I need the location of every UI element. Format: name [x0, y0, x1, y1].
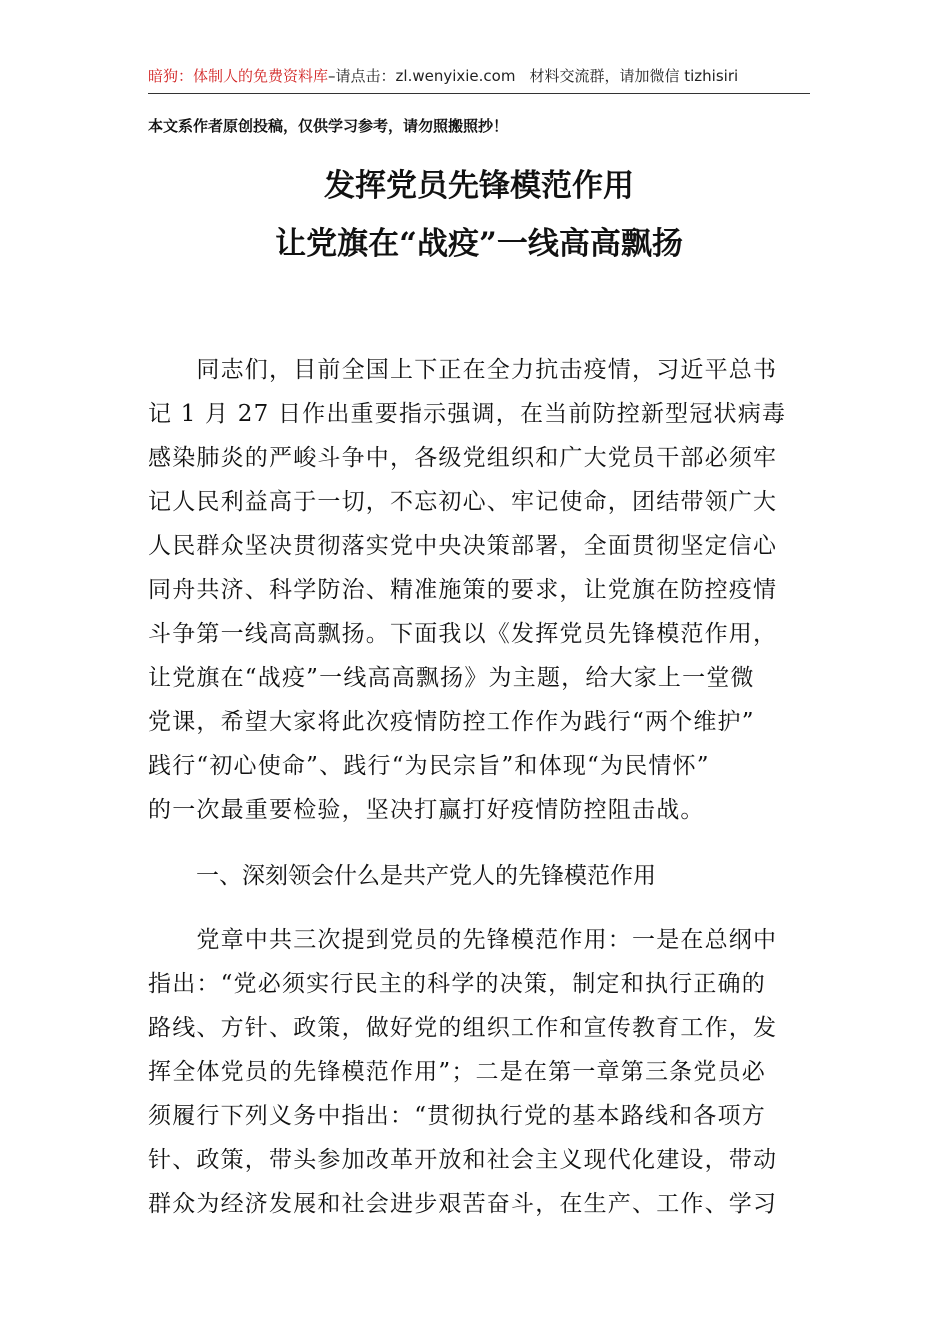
paragraph-line: 感染肺炎的严峻斗争中，各级党组织和广大党员干部必须牢	[148, 445, 778, 471]
paragraph-line: 挥全体党员的先锋模范作用”；二是在第一章第三条党员必	[148, 1059, 766, 1085]
paragraph-line: 让党旗在“战疫”一线高高飘扬》为主题，给大家上一堂微	[148, 665, 755, 691]
header-link-prefix: –请点击：	[328, 67, 396, 85]
document-title-line-2: 让党旗在“战疫”一线高高飘扬	[275, 226, 683, 262]
paragraph-line: 须履行下列义务中指出：“贯彻执行党的基本路线和各项方	[148, 1103, 766, 1129]
paragraph-line: 的一次最重要检验，坚决打赢打好疫情防控阻击战。	[148, 797, 705, 823]
paragraph-line: 针、政策，带头参加改革开放和社会主义现代化建设，带动	[148, 1147, 778, 1173]
paragraph-line: 党章中共三次提到党员的先锋模范作用：一是在总纲中	[148, 927, 778, 953]
paragraph-line: 同舟共济、科学防治、精准施策的要求，让党旗在防控疫情	[148, 577, 778, 603]
paragraph-line: 路线、方针、政策，做好党的组织工作和宣传教育工作，发	[148, 1015, 778, 1041]
page-header	[148, 66, 810, 86]
header-website-link[interactable]: zl.wenyixie.com	[395, 67, 516, 85]
paragraph-intro	[148, 348, 810, 832]
paragraph-line: 斗争第一线高高飘扬。下面我以《发挥党员先锋模范作用，	[148, 621, 778, 647]
header-brand-link[interactable]: 暗狗：体制人的免费资料库	[148, 67, 329, 85]
paragraph-line: 党课，希望大家将此次疫情防控工作作为践行“两个维护”	[148, 709, 755, 735]
header-divider	[148, 93, 810, 94]
document-title-line-1: 发挥党员先锋模范作用	[324, 168, 634, 204]
paragraph-line: 指出：“党必须实行民主的科学的决策，制定和执行正确的	[148, 971, 766, 997]
paragraph-line: 记人民利益高于一切，不忘初心、牢记使命，团结带领广大	[148, 489, 778, 515]
header-wechat-text: 材料交流群，请加微信 tizhisiri	[529, 67, 739, 85]
section-heading-1: 一、深刻领会什么是共产党人的先锋模范作用	[196, 863, 656, 889]
paragraph-line: 记 1 月 27 日作出重要指示强调，在当前防控新型冠状病毒	[148, 401, 787, 427]
paragraph-line: 群众为经济发展和社会进步艰苦奋斗，在生产、工作、学习	[148, 1191, 778, 1217]
paragraph-line: 践行“初心使命”、践行“为民宗旨”和体现“为民情怀”	[148, 753, 710, 779]
copyright-notice: 本文系作者原创投稿，仅供学习参考，请勿照搬照抄！	[148, 117, 509, 135]
paragraph-line: 人民群众坚决贯彻落实党中央决策部署，全面贯彻坚定信心	[148, 533, 778, 559]
paragraph-section-1	[148, 918, 810, 1226]
paragraph-line: 同志们，目前全国上下正在全力抗击疫情，习近平总书	[148, 357, 778, 383]
